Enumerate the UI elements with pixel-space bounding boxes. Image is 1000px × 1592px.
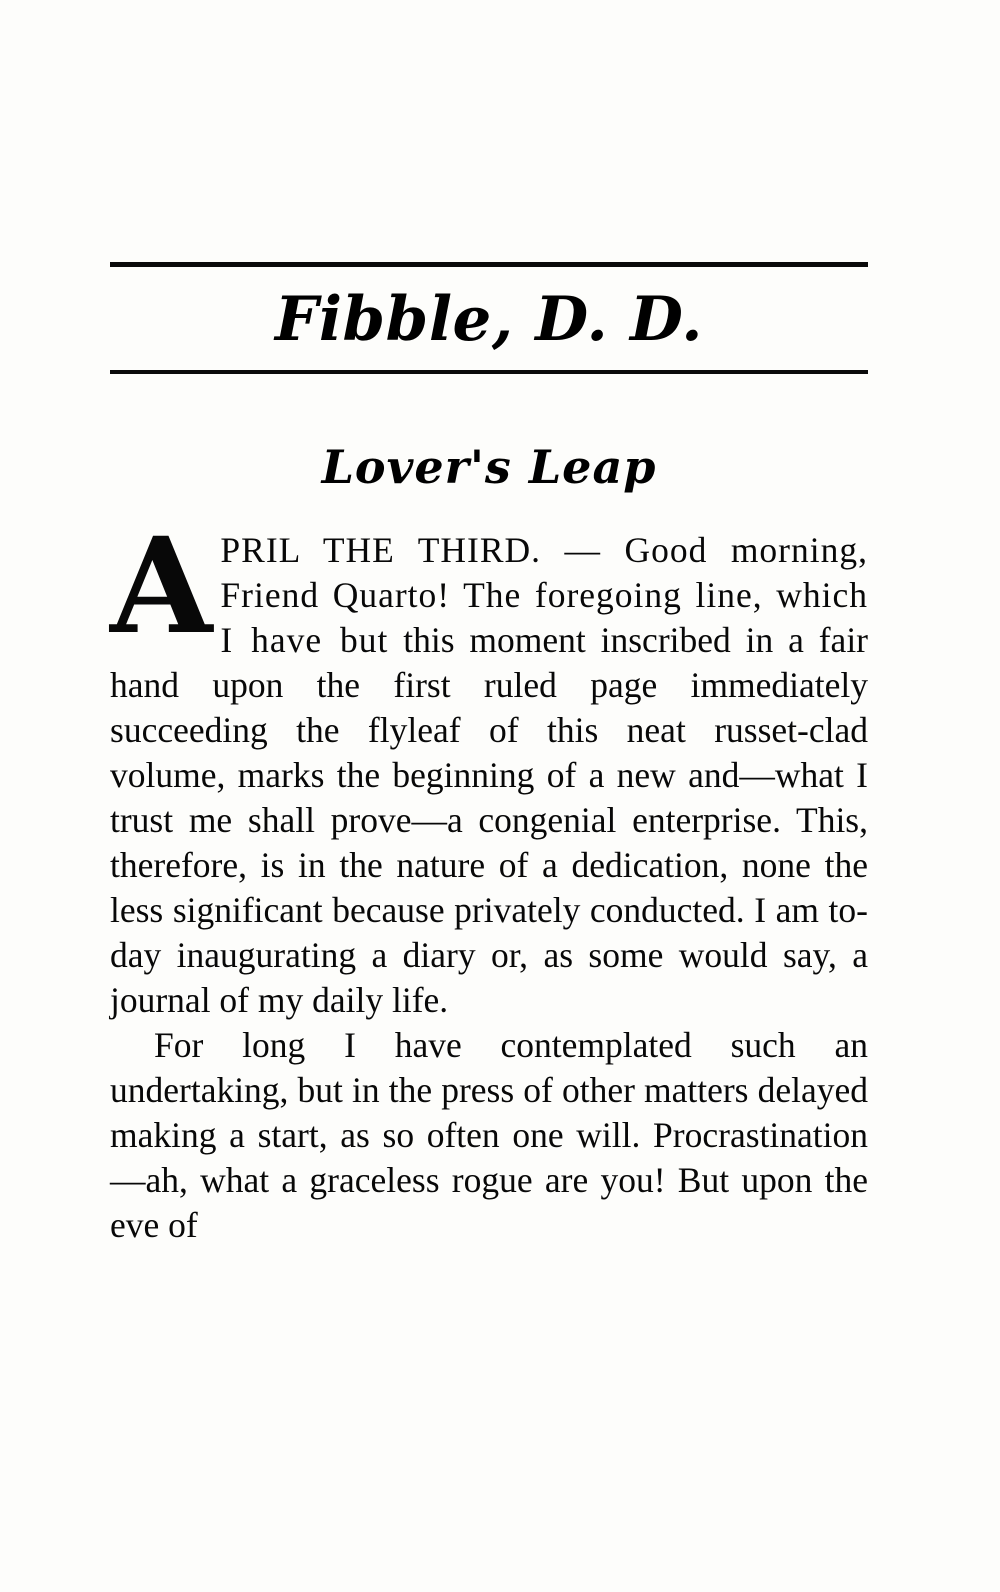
running-head: Fibble, D. D.	[275, 284, 703, 355]
body-text	[110, 509, 869, 1248]
header-rule-bottom	[110, 370, 868, 374]
opening-rest-text: this moment inscribed in a fair hand upon the first ruled page immediately succeeding the flyleaf of this neat russet-clad volume, marks the beginning of a new and—what I trust me shall prove—a congenial enterprise. This, therefore, is in the nature of a dedication, none the less significant because privately conducted. I am to-day inaugurating a diary or, as some would say, a journal of my daily life.	[110, 620, 869, 1020]
paragraph-second	[110, 1023, 868, 1248]
drop-cap: A	[110, 509, 213, 664]
page-content	[110, 262, 868, 1248]
second-paragraph-text: For long I have contemplated such an undertaking, but in the press of other matters delayed making a start, as so often one will. Procrastination—ah, what a graceless rogue are you! But upon the eve of	[110, 1025, 868, 1245]
chapter-title: Lover's Leap	[321, 440, 657, 494]
opening-lead-text: PRIL THE THIRD. — Good morning, Friend Quarto! The foregoing line, which I have but	[220, 530, 868, 660]
paragraph-opening	[110, 509, 869, 1023]
